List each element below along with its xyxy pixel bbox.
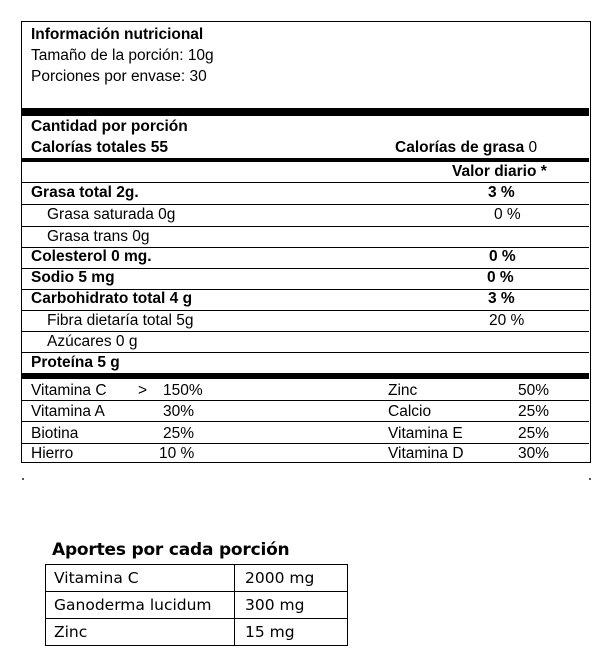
nutrient-label: Grasa trans 0g	[47, 228, 150, 245]
row-divider	[22, 400, 589, 401]
vitamin-value: 150%	[163, 382, 203, 399]
scan-dot	[22, 478, 24, 480]
scan-dot	[589, 478, 591, 480]
vitamin-mark: >	[138, 382, 148, 399]
aportes-value: 300 mg	[235, 592, 348, 619]
row-divider	[22, 204, 589, 205]
vitamin-name: Vitamina A	[31, 403, 105, 420]
nutrient-dv: 0 %	[487, 269, 514, 286]
row-divider	[22, 182, 589, 183]
row-divider	[22, 310, 589, 311]
medium-divider	[22, 158, 589, 162]
fat-calories: Calorías de grasa 0	[395, 139, 538, 156]
nutrient-label: Sodio 5 mg	[31, 269, 115, 286]
row-divider	[22, 443, 589, 444]
nutrient-label: Colesterol 0 mg.	[31, 248, 152, 265]
mineral-value: 25%	[518, 403, 550, 420]
aportes-value: 15 mg	[235, 619, 348, 646]
table-row	[46, 592, 348, 619]
amount-heading: Cantidad por porción	[31, 118, 188, 135]
nutrient-label: Carbohidrato total 4 g	[31, 290, 193, 307]
nutrient-label: Fibra dietaría total 5g	[47, 312, 194, 329]
row-divider	[22, 331, 589, 332]
label-title: Información nutricional	[31, 26, 204, 43]
vitamin-name: Biotina	[31, 425, 79, 442]
serving-size: Tamaño de la porción: 10g	[31, 47, 214, 64]
vitamin-name: Vitamina C	[31, 382, 107, 399]
nutrient-dv: 3 %	[488, 290, 515, 307]
vitamin-value: 30%	[163, 403, 195, 420]
aportes-title: Aportes por cada porción	[52, 540, 290, 560]
nutrient-dv: 20 %	[489, 312, 525, 329]
aportes-table	[45, 564, 348, 646]
nutrient-label: Proteína 5 g	[31, 354, 120, 371]
mineral-name: Zinc	[388, 382, 418, 399]
mineral-name: Vitamina D	[388, 445, 464, 462]
nutrient-label: Grasa saturada 0g	[47, 206, 176, 223]
nutrient-label: Grasa total 2g.	[31, 184, 139, 201]
nutrient-dv: 0 %	[489, 248, 516, 265]
mineral-value: 25%	[518, 425, 550, 442]
row-divider	[22, 226, 589, 227]
mineral-name: Vitamina E	[388, 425, 463, 442]
daily-value-heading: Valor diario *	[452, 163, 547, 180]
thick-divider	[22, 373, 589, 379]
servings-per-container: Porciones por envase: 30	[31, 68, 207, 85]
total-calories: Calorías totales 55	[31, 139, 168, 156]
aportes-name: Vitamina C	[46, 565, 235, 592]
fat-calories-value: 0	[528, 139, 538, 156]
table-row	[46, 619, 348, 646]
aportes-name: Ganoderma lucidum	[46, 592, 235, 619]
nutrient-dv: 0 %	[494, 206, 521, 223]
nutrition-facts-panel	[21, 21, 591, 463]
thick-divider	[22, 108, 589, 116]
row-divider	[22, 421, 589, 422]
vitamin-name: Hierro	[31, 445, 74, 462]
vitamin-value: 25%	[163, 425, 195, 442]
nutrient-dv: 3 %	[488, 184, 515, 201]
mineral-value: 50%	[518, 382, 550, 399]
nutrient-label: Azúcares 0 g	[47, 333, 138, 350]
mineral-name: Calcio	[388, 403, 432, 420]
row-divider	[22, 352, 589, 353]
table-row	[46, 565, 348, 592]
mineral-value: 30%	[518, 445, 550, 462]
aportes-value: 2000 mg	[235, 565, 348, 592]
vitamin-value: 10 %	[159, 445, 195, 462]
aportes-name: Zinc	[46, 619, 235, 646]
